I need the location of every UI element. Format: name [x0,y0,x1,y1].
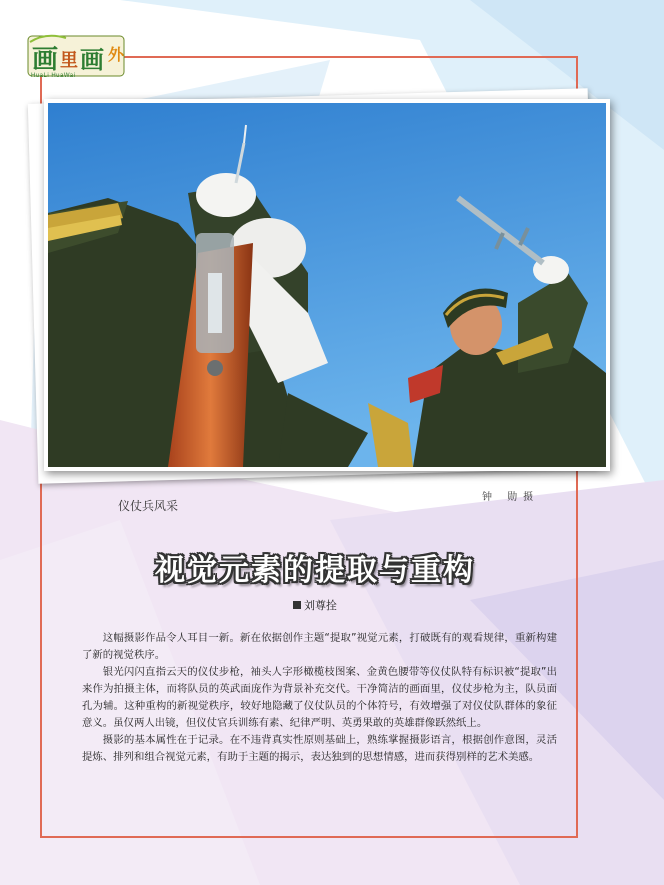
logo-subtext: HuaLi HuaWai [31,73,76,79]
paragraph-1: 这幅摄影作品令人耳目一新。新在依据创作主题“提取”视觉元素，打破既有的观看规律，重新构建了新的视觉秩序。 [82,632,557,661]
paragraph-2: 银光闪闪直指云天的仪仗步枪，袖头人字形橄榄枝图案、金黄色腰带等仪仗队特有标识被“提取”出来作为拍摄主体，而将队员的英武面庞作为背景补充交代。干净简洁的画面里，仪仗步枪为主，队员面孔为辅。这种重构的新视觉秩序，较好地隐藏了仪仗队员的个体符号，有效增强了对仪仗队群体的象征意义。虽仅两人出镜，但仪仗官兵训练有素、纪律严明、英勇果敢的英雄群像跃然纸上。 [82,666,557,729]
author-name: 刘尊拴 [304,599,337,612]
honor-guard-photo [48,103,606,467]
paragraph-3: 摄影的基本属性在于记录。在不违背真实性原则基础上，熟练掌握摄影语言，根据创作意图，灵活提炼、排列和组合视觉元素，有助于主题的揭示，表达独到的思想情感，进而获得别样的艺术美感。 [82,734,557,763]
photo-caption: 仪仗兵风采 [118,499,179,513]
svg-text:外: 外 [108,45,125,64]
article-body [82,630,557,766]
photo-frame [44,99,610,471]
svg-text:画: 画 [80,46,104,74]
photo-credit: 钟 勋摄 [482,492,540,503]
author-bullet-icon [293,601,301,609]
article-author [0,597,630,613]
article-title: 视觉元素的提取与重构 [155,553,475,588]
svg-text:画: 画 [32,45,59,75]
svg-text:里: 里 [60,50,78,71]
